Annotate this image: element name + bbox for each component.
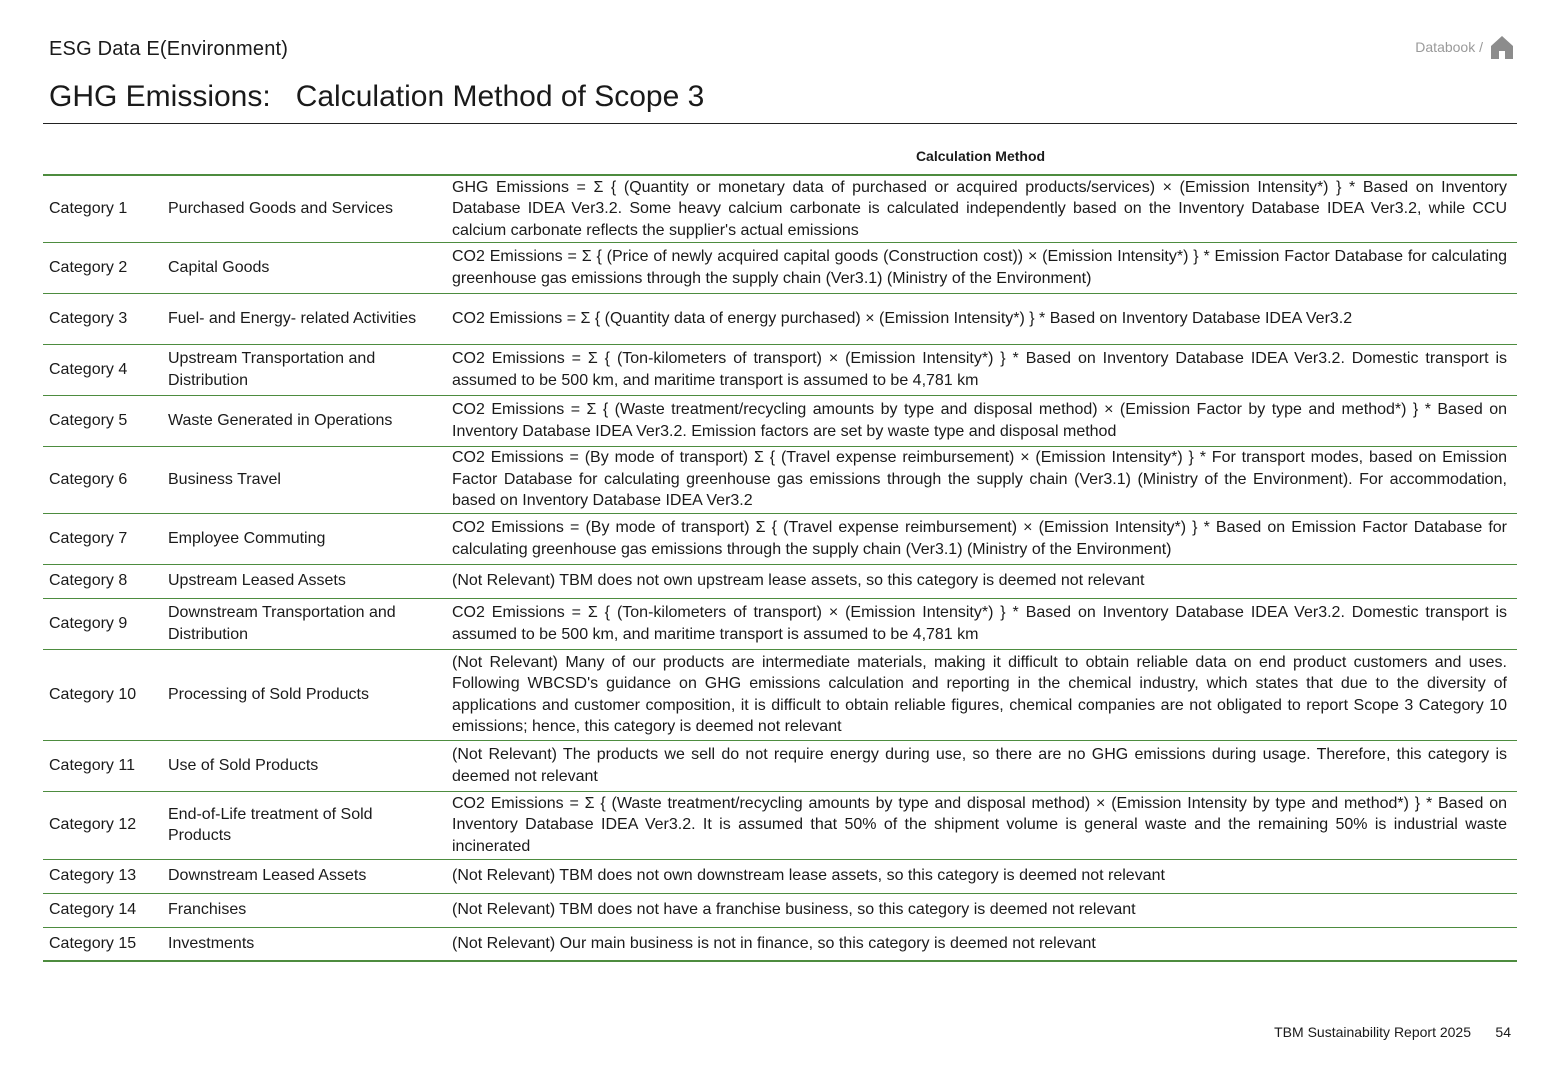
category-cell: Category 8 — [49, 572, 128, 590]
category-cell: Category 2 — [49, 258, 128, 276]
page-number: 54 — [1495, 1024, 1511, 1040]
calculation-method-cell: (Not Relevant) TBM does not own upstream lease assets, so this category is deemed not relevant — [452, 572, 1145, 590]
table-row — [43, 859, 1517, 893]
table-row — [43, 564, 1517, 598]
section-label: ESG Data E(Environment) — [49, 38, 289, 60]
category-cell: Category 12 — [49, 816, 137, 834]
category-name-cell: Fuel- and Energy- related Activities — [168, 309, 417, 327]
category-name-cell: Purchased Goods and Services — [168, 200, 394, 217]
table-row — [43, 649, 1517, 740]
category-cell: Category 6 — [49, 470, 128, 488]
table-row — [43, 242, 1517, 293]
calculation-method-cell: CO2 Emissions = Σ { (Ton-kilometers of transport) × (Emission Intensity*) } * Based on Inventory Database IDEA Ver3.2. Domestic transport is assumed to be 500 km, and maritime transport is assumed to be 4,781 km — [452, 350, 1507, 389]
calculation-method-cell: CO2 Emissions = (By mode of transport) Σ { (Travel expense reimbursement) × (Emission Intensity*) } * Based on Emission Factor Database for calculating greenhouse gas emissions through the supply chain (Ver3.1) (Ministry of the Environment) — [452, 519, 1508, 558]
category-cell: Category 15 — [49, 935, 137, 952]
table-row — [43, 395, 1517, 446]
category-name-cell: Downstream Leased Assets — [168, 867, 367, 885]
category-name-cell: Capital Goods — [168, 258, 270, 276]
category-cell: Category 1 — [49, 200, 128, 217]
category-name-cell: Use of Sold Products — [168, 756, 319, 774]
table-row — [43, 175, 1517, 242]
category-name-cell: Waste Generated in Operations — [168, 411, 393, 429]
calculation-method-cell: CO2 Emissions = Σ { (Ton-kilometers of transport) × (Emission Intensity*) } * Based on Inventory Database IDEA Ver3.2. Domestic transport is assumed to be 500 km, and maritime transport is assumed to be 4,781 km — [452, 604, 1507, 643]
category-cell: Category 5 — [49, 411, 128, 429]
footer-report-title: TBM Sustainability Report 2025 — [1274, 1024, 1471, 1040]
category-name-cell: Franchises — [168, 901, 247, 919]
table-row — [43, 598, 1517, 649]
table-row — [43, 893, 1517, 927]
category-cell: Category 13 — [49, 867, 137, 885]
table-row — [43, 927, 1517, 961]
category-name-cell: Processing of Sold Products — [168, 685, 369, 703]
column-header-category — [43, 142, 162, 175]
column-header-calculation-method: Calculation Method — [915, 148, 1046, 164]
breadcrumb-link-databook[interactable]: Databook / — [1415, 39, 1483, 55]
table-row — [43, 513, 1517, 564]
scope3-methods-table — [43, 142, 1517, 962]
calculation-method-cell: GHG Emissions = Σ { (Quantity or monetary data of purchased or acquired products/services) × (Emission Intensity*) } * Based on Inventory Database IDEA Ver3.2. Some heavy calcium carbonate is calculated independently based on the Inventory Database IDEA Ver3.2, while CCU calcium carbonate reflects the supplier's actual emissions — [452, 178, 1507, 239]
column-header-name — [162, 142, 444, 175]
category-name-cell: Investments — [168, 935, 255, 952]
category-cell: Category 10 — [49, 685, 137, 703]
category-cell: Category 4 — [49, 360, 128, 378]
category-name-cell: Downstream Transportation and Distribution — [168, 604, 396, 643]
title-divider — [43, 123, 1517, 124]
category-name-cell: Business Travel — [168, 470, 281, 488]
category-cell: Category 14 — [49, 901, 137, 919]
breadcrumb — [1415, 34, 1515, 60]
table-row — [43, 344, 1517, 395]
category-cell: Category 3 — [49, 309, 128, 327]
page-title: GHG Emissions: Calculation Method of Scope 3 — [49, 80, 705, 113]
calculation-method-cell: (Not Relevant) TBM does not have a franchise business, so this category is deemed not relevant — [452, 901, 1136, 919]
home-icon[interactable] — [1489, 34, 1515, 60]
category-cell: Category 11 — [49, 756, 135, 774]
calculation-method-cell: CO2 Emissions = (By mode of transport) Σ { (Travel expense reimbursement) × (Emission Intensity*) } * For transport modes, based on Emission Factor Database for calculating greenhouse gas emissions through the supply chain (Ver3.1) (Ministry of the Environment). For accommodation, based on Inventory Database IDEA Ver3.2 — [452, 449, 1508, 510]
calculation-method-cell: CO2 Emissions = Σ { (Waste treatment/recycling amounts by type and disposal method) × (Emission Factor by type and method*) } * Based on Inventory Database IDEA Ver3.2. Emission factors are set by waste type and disposal method — [452, 401, 1507, 440]
calculation-method-cell: (Not Relevant) TBM does not own downstream lease assets, so this category is deemed not relevant — [452, 867, 1165, 885]
calculation-method-cell: CO2 Emissions = Σ { (Quantity data of energy purchased) × (Emission Intensity*) } * Based on Inventory Database IDEA Ver3.2 — [452, 309, 1353, 327]
calculation-method-cell: CO2 Emissions = Σ { (Waste treatment/recycling amounts by type and disposal method) × (Emission Intensity by type and method*) } * Based on Inventory Database IDEA Ver3.2. It is assumed that 50% of the shipment volume is general waste and the remaining 50% is industrial waste incinerated — [452, 794, 1507, 855]
category-name-cell: Upstream Transportation and Distribution — [168, 350, 376, 389]
scope3-table-container — [43, 142, 1517, 962]
table-header-row — [43, 142, 1517, 175]
category-cell: Category 9 — [49, 614, 128, 632]
category-name-cell: Employee Commuting — [168, 529, 326, 547]
table-body — [43, 175, 1517, 961]
category-name-cell: End-of-Life treatment of Sold Products — [168, 805, 373, 844]
calculation-method-cell: (Not Relevant) Many of our products are intermediate materials, making it difficult to obtain reliable data on end product customers and uses. Following WBCSD's guidance on GHG emissions calculation and reporting in the chemical industry, which states that due to the diversity of applications and customer composition, it is difficult to obtain reliable figures, chemical companies are not obligated to report Scope 3 Category 10 emissions; hence, this category is deemed not relevant — [452, 653, 1507, 735]
table-row — [43, 446, 1517, 513]
category-name-cell: Upstream Leased Assets — [168, 572, 346, 590]
calculation-method-cell: CO2 Emissions = Σ { (Price of newly acquired capital goods (Construction cost)) × (Emission Intensity*) } * Emission Factor Database for calculating greenhouse gas emissions through the supply chain (Ver3.1) (Ministry of the Environment) — [452, 248, 1507, 287]
table-row — [43, 791, 1517, 859]
category-cell: Category 7 — [49, 529, 128, 547]
calculation-method-cell: (Not Relevant) The products we sell do not require energy during use, so there are no GHG emissions during usage. Therefore, this category is deemed not relevant — [452, 746, 1507, 785]
table-row — [43, 293, 1517, 344]
table-row — [43, 740, 1517, 791]
calculation-method-cell: (Not Relevant) Our main business is not in finance, so this category is deemed not relevant — [452, 935, 1096, 952]
